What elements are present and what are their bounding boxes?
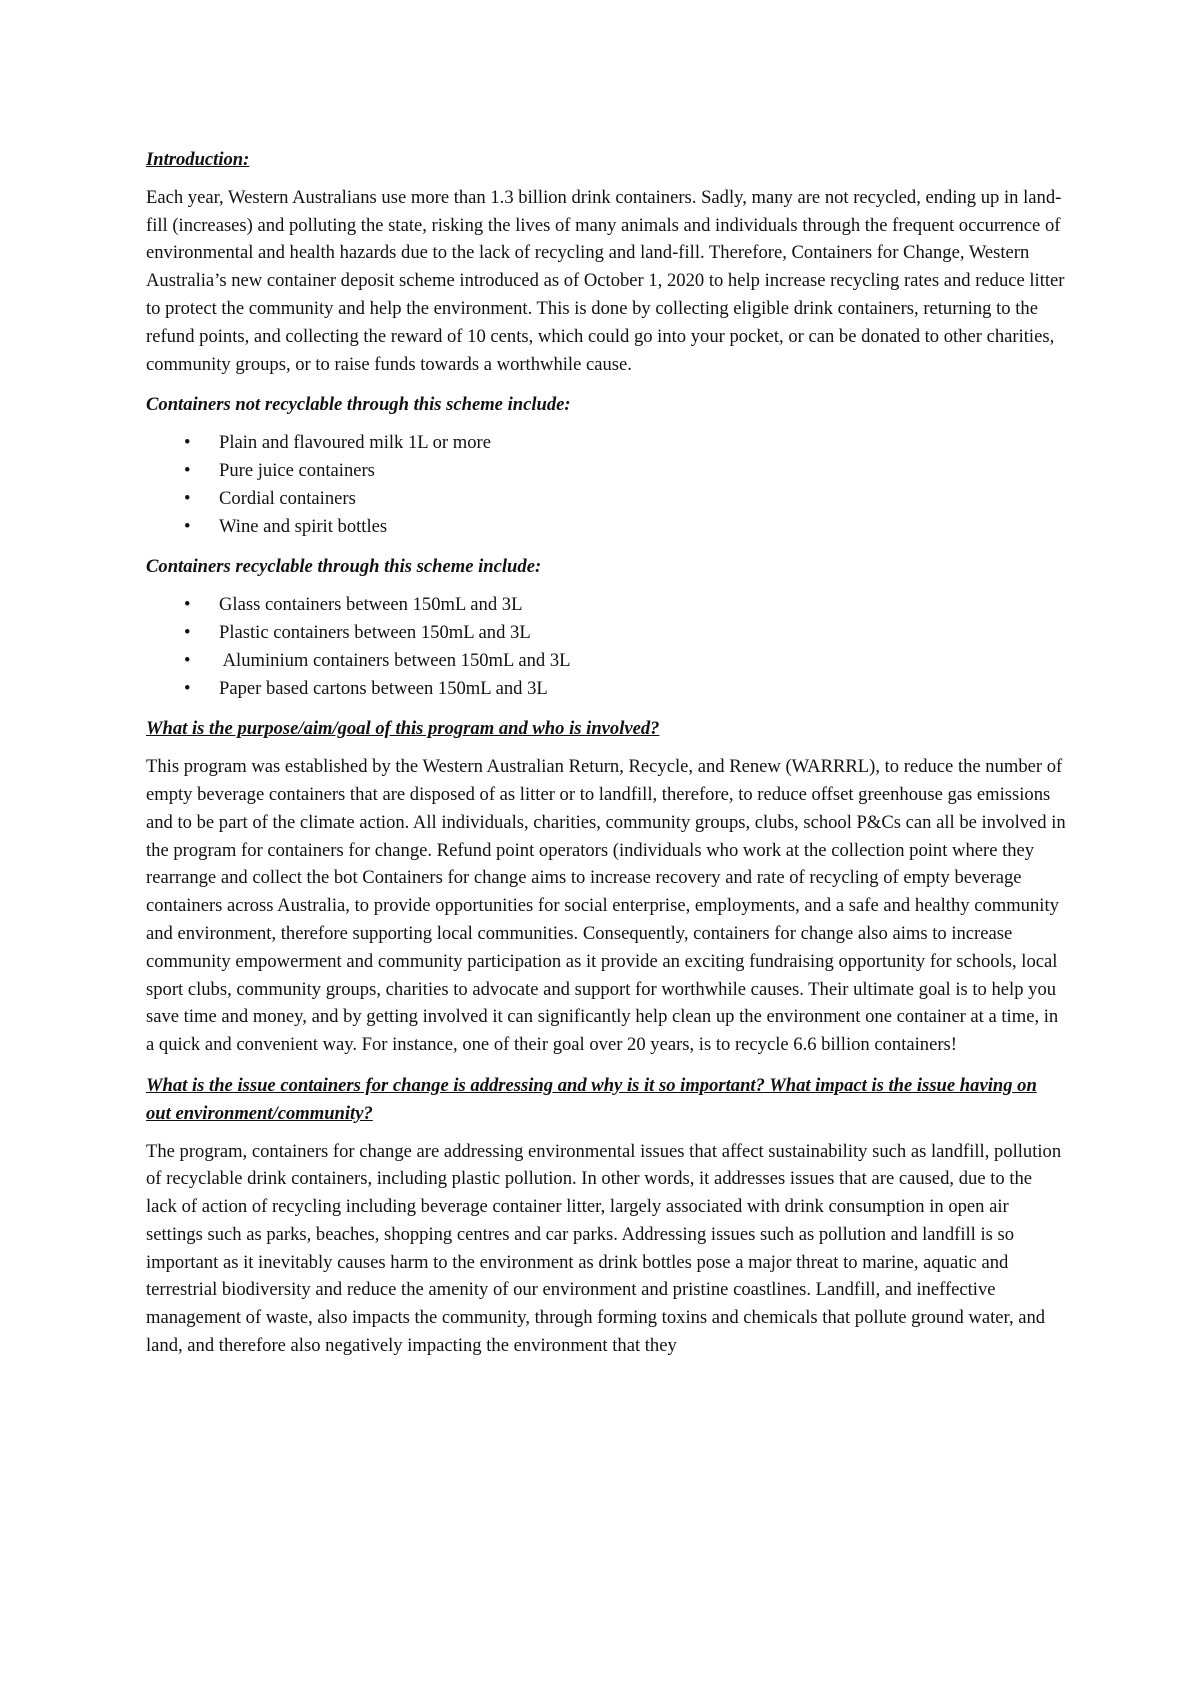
document-page [146,146,1066,1373]
not-recyclable-list [146,429,1066,540]
issue-paragraph: The program, containers for change are addressing environmental issues that affect sustainability such as landfill, pollution of recyclable drink containers, including plastic pollution. In other words, it addresses issues that are caused, due to the lack of action of recycling including beverage container litter, largely associated with drink consumption in open air settings such as parks, beaches, shopping centres and car parks. Addressing issues such as pollution and landfill is so important as it inevitably causes harm to the environment as drink bottles pose a major threat to marine, aquatic and terrestrial biodiversity and reduce the amenity of our environment and pristine coastlines. Landfill, and ineffective management of waste, also impacts the community, through forming toxins and chemicals that pollute ground water, and land, and therefore also negatively impacting the environment that they [146,1140,1062,1357]
bullet-icon: • [184,677,191,699]
issue-heading: What is the issue containers for change is addressing and why is it so important? What impact is the issue having on out environment/community? [146,1074,1037,1124]
list-item: • Glass containers between 150mL and 3L [146,591,1066,619]
list-item: • Plastic containers between 150mL and 3L [146,619,1066,647]
bullet-icon: • [184,459,191,481]
list-item: • Aluminium containers between 150mL and 3L [146,647,1066,675]
recyclable-list [146,591,1066,702]
bullet-icon: • [184,515,191,537]
recyclable-heading: Containers recyclable through this scheme include: [146,556,542,578]
purpose-heading: What is the purpose/aim/goal of this program and who is involved? [146,718,660,740]
bullet-icon: • [184,649,191,671]
list-item: • Pure juice containers [146,457,1066,485]
bullet-icon: • [184,594,191,616]
list-item: • Wine and spirit bottles [146,513,1066,541]
bullet-icon: • [184,621,191,643]
introduction-paragraph: Each year, Western Australians use more than 1.3 billion drink containers. Sadly, many are not recycled, ending up in land-fill (increases) and polluting the state, risking the lives of many animals and individuals through the frequent occurrence of environmental and health hazards due to the lack of recycling and land-fill. Therefore, Containers for Change, Western Australia’s new container deposit scheme introduced as of October 1, 2020 to help increase recycling rates and reduce litter to protect the community and help the environment. This is done by collecting eligible drink containers, returning to the refund points, and collecting the reward of 10 cents, which could go into your pocket, or can be donated to other charities, community groups, or to raise funds towards a worthwhile cause. [146,186,1065,375]
purpose-paragraph: This program was established by the Western Australian Return, Recycle, and Renew (WARRRL), to reduce the number of empty beverage containers that are disposed of as litter or to landfill, therefore, to reduce offset greenhouse gas emissions and to be part of the climate action. All individuals, charities, community groups, clubs, school P&Cs can all be involved in the program for containers for change. Refund point operators (individuals who work at the collection point where they rearrange and collect the bot Containers for change aims to increase recovery and rate of recycling of empty beverage containers across Australia, to provide opportunities for social enterprise, employments, and a safe and healthy community and environment, therefore supporting local communities. Consequently, containers for change also aims to increase community empowerment and community participation as it provide an exciting fundraising opportunity for schools, local sport clubs, community groups, charities to advocate and support for worthwhile causes. Their ultimate goal is to help you save time and money, and by getting involved it can significantly help clean up the environment one container at a time, in a quick and convenient way. For instance, one of their goal over 20 years, is to recycle 6.6 billion containers! [146,756,1066,1056]
introduction-heading: Introduction: [146,149,250,170]
list-item: • Cordial containers [146,485,1066,513]
not-recyclable-heading: Containers not recyclable through this scheme include: [146,394,571,416]
list-item: • Plain and flavoured milk 1L or more [146,429,1066,457]
bullet-icon: • [184,487,191,509]
list-item: • Paper based cartons between 150mL and 3L [146,675,1066,703]
bullet-icon: • [184,432,191,454]
